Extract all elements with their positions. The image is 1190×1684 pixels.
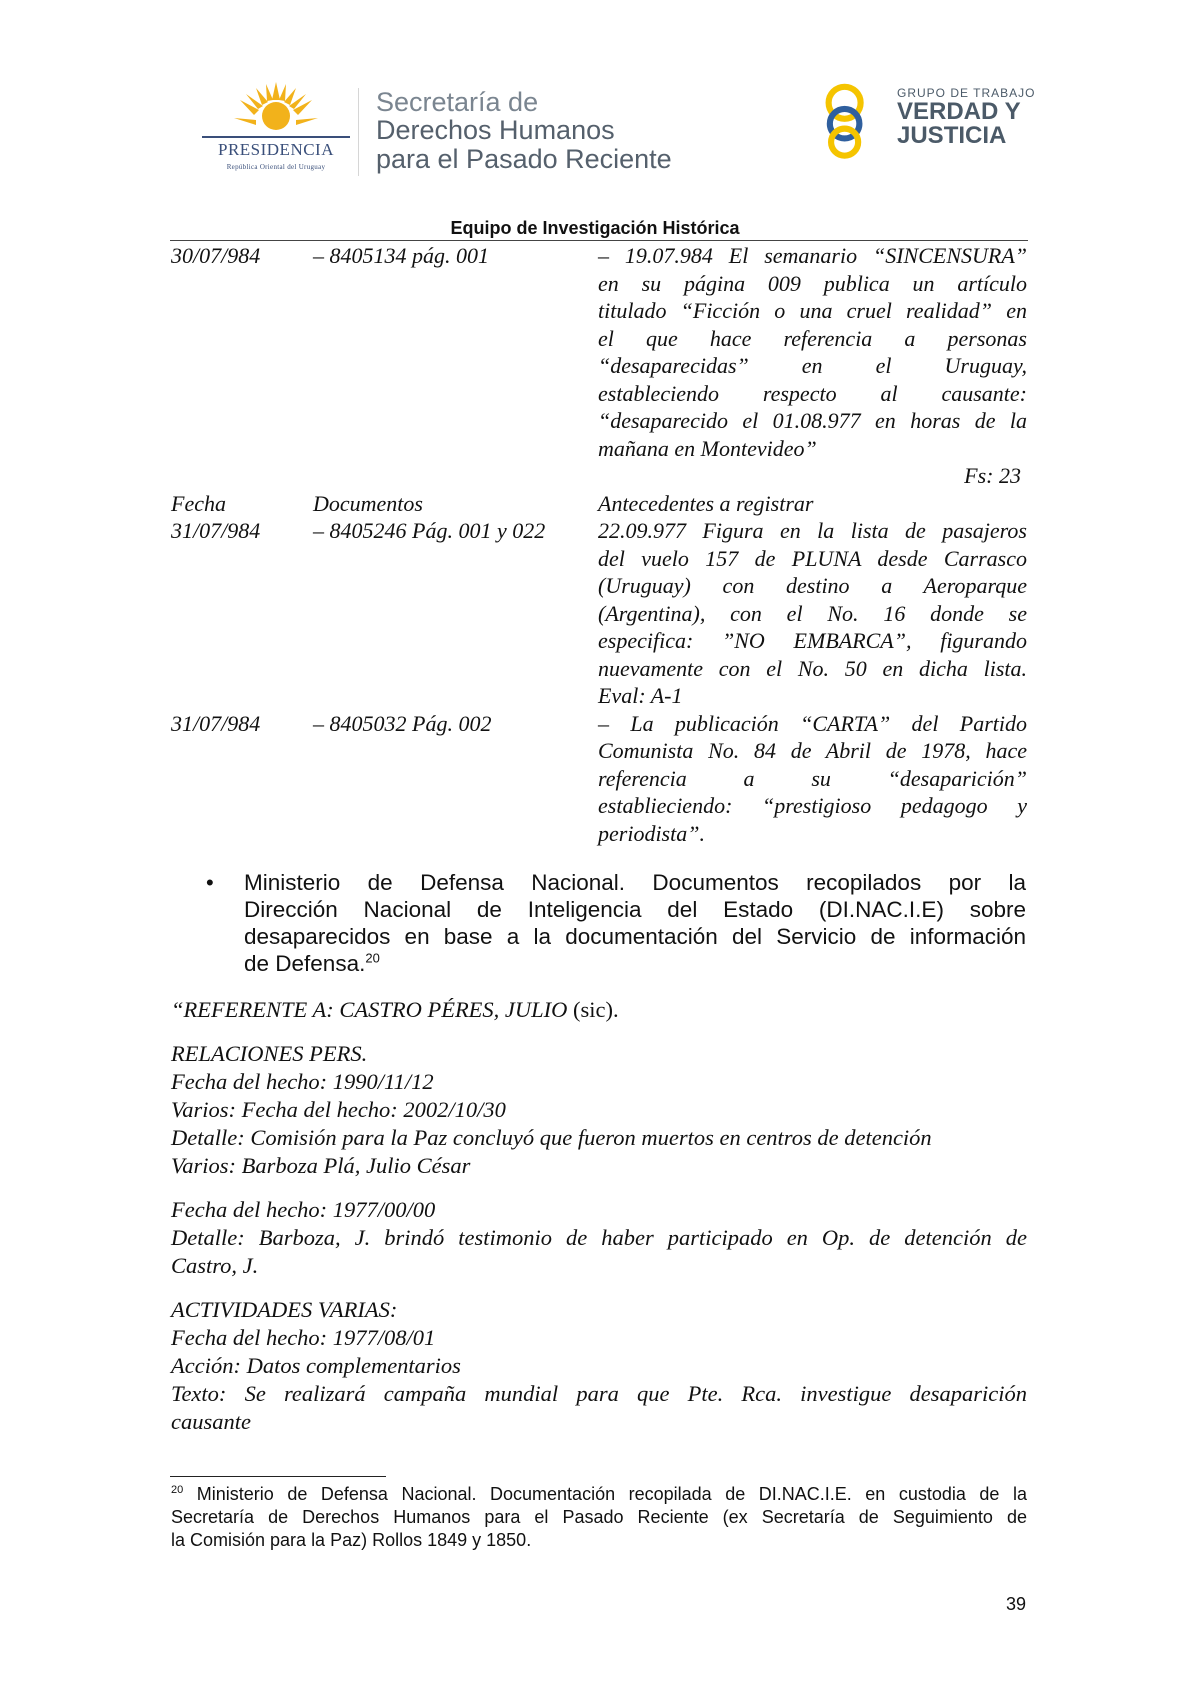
sic-note: (sic). xyxy=(567,997,619,1022)
text-line: especifica: ”NO EMBARCA”, figurando xyxy=(598,628,1027,653)
team-title: Equipo de Investigación Histórica xyxy=(450,218,740,238)
row-antecedents xyxy=(598,710,1027,848)
text-line: Detalle: Comisión para la Paz concluyó que fueron muertos en centros de detención xyxy=(171,1125,932,1150)
gtvj-line-1: GRUPO DE TRABAJO xyxy=(897,86,1036,100)
text-line: del vuelo 157 de PLUNA desde Carrasco xyxy=(598,545,1027,571)
text-line: Fecha del hecho: 1977/08/01 xyxy=(171,1325,436,1350)
text-line: estableciendo respecto al causante: xyxy=(598,380,1027,406)
text-line: desaparecidos en base a la documentación del Servicio de información xyxy=(244,924,1026,949)
row-date: 30/07/984 xyxy=(171,243,261,268)
row-antecedents xyxy=(598,517,1027,710)
text-line: periodista”. xyxy=(598,820,705,846)
actividades-block xyxy=(171,1296,1027,1436)
gtvj-rings-icon xyxy=(820,56,900,184)
text-line: – 19.07.984 El semanario “SINCENSURA” xyxy=(598,243,1027,268)
secretaria-title xyxy=(376,88,672,173)
text-line: Castro, J. xyxy=(171,1253,259,1278)
text-line: Ministerio de Defensa Nacional. Documentos recopilados por la xyxy=(244,870,1026,895)
bullet-last-line: de Defensa. xyxy=(244,951,366,976)
text-line: establieciendo: “prestigioso pedagogo y xyxy=(598,793,1027,818)
text-line: Varios: Barboza Plá, Julio César xyxy=(171,1153,471,1178)
row-document: – 8405246 Pág. 001 y 022 xyxy=(313,518,546,543)
text-line: nuevamente con el No. 50 en dicha lista. xyxy=(598,655,1027,681)
col-header-fecha: Fecha xyxy=(171,490,226,516)
text-line: mañana en Montevideo” xyxy=(598,435,817,461)
folio-ref: Fs: 23 xyxy=(964,463,1021,488)
secretaria-line-1: Secretaría de xyxy=(376,87,539,117)
text-line: Eval: A-1 xyxy=(598,683,683,708)
row-document: – 8405134 pág. 001 xyxy=(313,243,489,268)
text-line xyxy=(171,1483,1027,1506)
table-row xyxy=(171,242,1027,490)
gtvj-line-3: JUSTICIA xyxy=(897,122,1007,149)
header-divider xyxy=(358,88,359,176)
footnote-number: 20 xyxy=(171,1484,184,1496)
referente-line xyxy=(171,996,1027,1024)
footnote-line: la Comisión para la Paz) Rollos 1849 y 1850. xyxy=(171,1530,532,1550)
text-line: (Argentina), con el No. 16 donde se xyxy=(598,600,1027,626)
text-line xyxy=(244,950,1026,977)
testimonio-block xyxy=(171,1196,1027,1280)
text-line: Texto: Se realizará campaña mundial para que Pte. Rca. investigue desaparición xyxy=(171,1381,1027,1406)
text-line: Dirección Nacional de Inteligencia del Estado (DI.NAC.I.E) sobre xyxy=(244,897,1026,922)
text-line: Fecha del hecho: 1977/00/00 xyxy=(171,1197,436,1222)
secretaria-line-2: Derechos Humanos xyxy=(376,115,615,146)
table-row xyxy=(171,710,1027,848)
records-table xyxy=(171,242,1027,847)
text-line: Acción: Datos complementarios xyxy=(171,1353,461,1378)
text-line: referencia a su “desaparición” xyxy=(598,765,1027,791)
text-line: en su página 009 publica un artículo xyxy=(598,270,1027,296)
text-line: Comunista No. 84 de Abril de 1978, hace xyxy=(598,738,1027,763)
col-header-documentos: Documentos xyxy=(313,490,423,516)
table-header-row xyxy=(171,490,1027,518)
presidencia-underline xyxy=(202,136,350,138)
text-line: “desaparecido el 01.08.977 en horas de la xyxy=(598,408,1027,433)
text-line: “desaparecidas” en el Uruguay, xyxy=(598,353,1027,378)
row-date: 31/07/984 xyxy=(171,518,261,543)
col-header-antecedentes: Antecedentes a registrar xyxy=(598,490,814,516)
footnote-line: Ministerio de Defensa Nacional. Documentación recopilada de DI.NAC.I.E. en custodia de la xyxy=(196,1484,1027,1504)
presidencia-sublabel: República Oriental del Uruguay xyxy=(226,163,326,171)
relaciones-block xyxy=(171,1040,1027,1180)
text-line: (Uruguay) con destino a Aeroparque xyxy=(598,573,1027,598)
text-line: Detalle: Barboza, J. brindó testimonio de haber participado en Op. de detención de xyxy=(171,1225,1027,1250)
text-line: Fecha del hecho: 1990/11/12 xyxy=(171,1069,434,1094)
secretaria-line-3: para el Pasado Reciente xyxy=(376,143,672,174)
page-number: 39 xyxy=(1005,1594,1026,1614)
presidencia-label: PRESIDENCIA xyxy=(217,140,334,159)
footnote-rule xyxy=(170,1476,386,1477)
gtvj-title xyxy=(897,86,1035,148)
text-line: 22.09.977 Figura en la lista de pasajeros xyxy=(598,518,1027,543)
text-line: RELACIONES PERS. xyxy=(171,1041,368,1066)
presidencia-logo xyxy=(196,80,366,180)
row-date: 31/07/984 xyxy=(171,710,261,736)
footnote-line: Secretaría de Derechos Humanos para el Pasado Reciente (ex Secretaría de Seguimiento de xyxy=(171,1507,1027,1527)
footnote-ref[interactable]: 20 xyxy=(365,950,380,966)
bullet-item xyxy=(206,869,1026,977)
footnote xyxy=(171,1483,1027,1552)
header-rule xyxy=(170,240,1028,241)
bullet-text xyxy=(244,869,1026,977)
row-document: – 8405032 Pág. 002 xyxy=(313,710,492,736)
table-row xyxy=(171,517,1027,710)
text-line: el que hace referencia a personas xyxy=(598,325,1027,351)
row-antecedents xyxy=(598,242,1027,490)
text-line: ACTIVIDADES VARIAS: xyxy=(171,1297,398,1322)
text-line: titulado “Ficción o una cruel realidad” en xyxy=(598,298,1027,323)
bullet-icon: • xyxy=(206,870,214,895)
referente-text: “REFERENTE A: CASTRO PÉRES, JULIO xyxy=(171,997,568,1022)
record-body xyxy=(171,996,1027,1452)
sun-icon xyxy=(196,80,356,140)
gtvj-line-2: VERDAD Y xyxy=(897,98,1021,125)
text-line: – La publicación “CARTA” del Partido xyxy=(598,710,1027,736)
text-line: Varios: Fecha del hecho: 2002/10/30 xyxy=(171,1097,506,1122)
text-line: causante xyxy=(171,1409,251,1434)
